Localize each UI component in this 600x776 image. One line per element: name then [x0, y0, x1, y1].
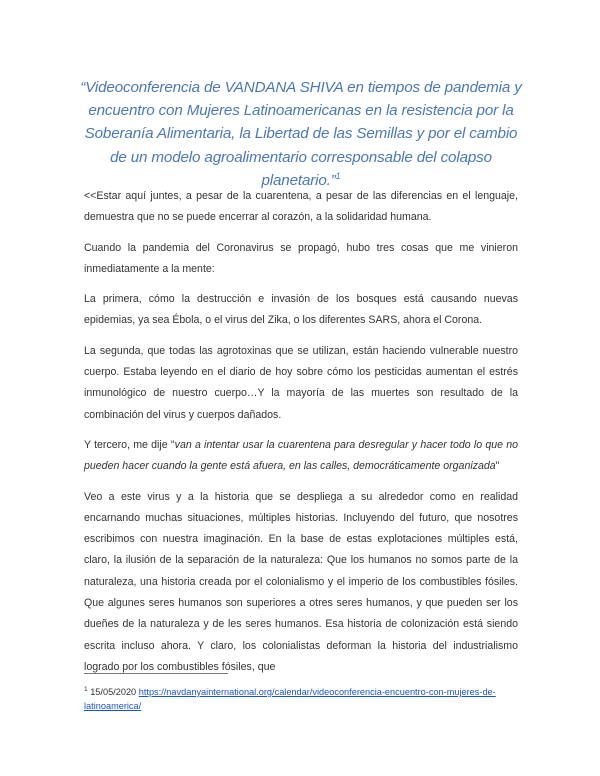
- document-body: [84, 186, 518, 687]
- paragraph-virus-history: Veo a este virus y a la historia que se despliega a su alrededor como en realidad encarnando muchas situaciones, múltiples historias. Incluyendo del futuro, que nosotres escribimos con nuestra imaginación. En la base de estas explotaciones múltiples está, claro, la ilusión de la separación de la naturaleza: Que los humanos no somos parte de la naturaleza, una historia creada por el colonialismo y el imperio de los combustibles fósiles. Que algunes seres humanos son superiores a otres seres humanos, y que pueden ser los dueñes de la naturaleza y de les seres humanos. Esa historia de colonización está siendo escrita incluso ahora. Y claro, los colonialistas deforman la historia del industrialismo logrado por los combustibles fósiles, que: [84, 490, 518, 673]
- paragraph-first: La primera, cómo la destrucción e invasión de los bosques está causando nuevas epidemias, ya sea Ébola, o el virus del Zika, o los diferentes SARS, ahora el Corona.: [84, 293, 518, 327]
- paragraph-third-before: Y tercero, me dije ": [84, 438, 175, 451]
- paragraph-third: [84, 435, 518, 478]
- paragraph-second: La segunda, que todas las agrotoxinas que se utilizan, están haciendo vulnerable nuestro cuerpo. Estaba leyendo en el diario de hoy sobre cómo los pesticidas aumentan el estrés inmunológico de nuestro cuerpo…Y la mayoría de las muertes son resultado de la combinación del virus y cuerpos dañados.: [84, 344, 518, 421]
- footnote: [84, 683, 524, 713]
- paragraph-third-quote: van a intentar usar la cuarentena para desregular y hacer todo lo que no pueden hacer cuando la gente está afuera, en las calles, democráticamente organizada: [84, 438, 519, 473]
- footnote-divider: [84, 673, 228, 674]
- paragraph-third-after: ": [495, 460, 500, 473]
- footnote-number: 1: [84, 686, 88, 693]
- paragraph-pandemic: Cuando la pandemia del Coronavirus se propagó, hubo tres cosas que me vinieron inmediatamente a la mente:: [84, 241, 518, 275]
- paragraph-intro: <<Estar aquí juntes, a pesar de la cuarentena, a pesar de las diferencias en el lenguaje, demuestra que no se puede encerrar al corazón, a la solidaridad humana.: [84, 190, 518, 224]
- document-title: [80, 76, 522, 192]
- title-footnote-ref[interactable]: 1: [335, 170, 341, 181]
- footnote-link[interactable]: https://navdanyainternational.org/calendar/videoconferencia-encuentro-con-mujeres-de-latinoamerica/: [84, 687, 496, 712]
- footnote-date: 15/05/2020: [90, 687, 137, 698]
- title-text: “Videoconferencia de VANDANA SHIVA en tiempos de pandemia y encuentro con Mujeres Latinoamericanas en la resistencia por la Soberanía Alimentaria, la Libertad de las Semillas y por el cambio de un modelo agroalimentario corresponsable del colapso planetario.”: [80, 79, 522, 189]
